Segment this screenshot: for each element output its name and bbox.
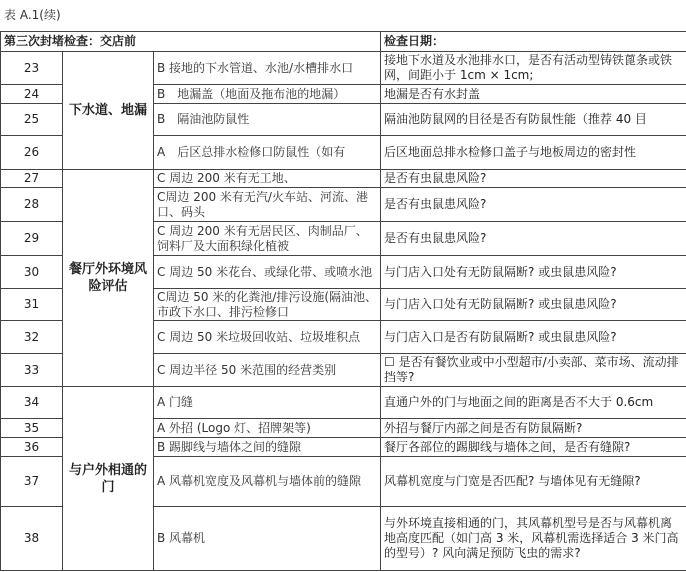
check-standard: 是否有虫鼠患风险? — [381, 170, 686, 188]
check-item: A 风幕机宽度及风幕机与墙体前的缝隙 — [154, 457, 381, 507]
check-item: B 风幕机 — [154, 507, 381, 571]
check-item: A 外招 (Logo 灯、招牌架等) — [154, 419, 381, 438]
row-number: 36 — [1, 438, 63, 457]
check-standard: 餐厅各部位的踢脚线与墙体之间，是否有缝隙? — [381, 438, 686, 457]
category-outdoor-doors: 与户外相通的门 — [63, 387, 154, 571]
row-number: 32 — [1, 321, 63, 354]
check-standard: 接地下水道及水池排水口，是否有活动型铸铁蓖条或铁网，间距小于 1cm × 1cm; — [381, 52, 686, 85]
check-standard: 地漏是否有水封盖 — [381, 85, 686, 104]
row-number: 28 — [1, 188, 63, 222]
table-row — [1, 387, 686, 419]
check-standard: 外招与餐厅内部之间是否有防鼠隔断? — [381, 419, 686, 438]
check-item: C 周边 50 米垃圾回收站、垃圾堆积点 — [154, 321, 381, 354]
check-item: B 地漏盖（地面及拖布池的地漏） — [154, 85, 381, 104]
check-item: A 后区总排水检修口防鼠性（如有 — [154, 136, 381, 170]
check-item: C周边 50 米的化粪池/排污设施(隔油池、市政下水口、排污检修口 — [154, 289, 381, 321]
header-inspection-stage: 第三次封堵检查：交店前 — [1, 32, 381, 52]
check-standard: 隔油池防鼠网的目径是否有防鼠性能（推荐 40 目 — [381, 104, 686, 136]
table-row — [1, 52, 686, 85]
table-caption: 表 A.1(续) — [4, 8, 61, 22]
row-number: 26 — [1, 136, 63, 170]
check-item: B 隔油池防鼠性 — [154, 104, 381, 136]
check-standard: 是否有虫鼠患风险? — [381, 222, 686, 256]
check-item: A 门缝 — [154, 387, 381, 419]
check-item: C周边 200 米有无汽/火车站、河流、港口、码头 — [154, 188, 381, 222]
row-number: 30 — [1, 256, 63, 289]
category-drain-floor: 下水道、地漏 — [63, 52, 154, 170]
row-number: 37 — [1, 457, 63, 507]
header-inspection-date: 检查日期： — [381, 32, 686, 52]
check-standard: ☐ 是否有餐饮业或中小型超市/小卖部、菜市场、流动排挡等? — [381, 354, 686, 387]
row-number: 25 — [1, 104, 63, 136]
row-number: 23 — [1, 52, 63, 85]
category-outdoor-environment: 餐厅外环境风险评估 — [63, 170, 154, 387]
row-number: 35 — [1, 419, 63, 438]
check-item: C 周边 50 米花台、或绿化带、或喷水池 — [154, 256, 381, 289]
row-number: 34 — [1, 387, 63, 419]
check-item: C 周边 200 米有无工地、 — [154, 170, 381, 188]
check-standard: 与外环境直接相通的门，其风幕机型号是否与风幕机离地高度匹配（如门高 3 米，风幕机需选择适合 3 米门高的型号）? 风向满足预防飞虫的需求? — [381, 507, 686, 571]
check-standard: 直通户外的门与地面之间的距离是否不大于 0.6cm — [381, 387, 686, 419]
check-standard: 后区地面总排水检修口盖子与地板周边的密封性 — [381, 136, 686, 170]
row-number: 31 — [1, 289, 63, 321]
check-standard: 风幕机宽度与门宽是否匹配? 与墙体见有无缝隙? — [381, 457, 686, 507]
row-number: 33 — [1, 354, 63, 387]
check-standard: 与门店入口处有无防鼠隔断? 或虫鼠患风险? — [381, 289, 686, 321]
row-number: 29 — [1, 222, 63, 256]
check-item: B 踢脚线与墙体之间的缝隙 — [154, 438, 381, 457]
table-row — [1, 170, 686, 188]
check-item: B 接地的下水管道、水池/水槽排水口 — [154, 52, 381, 85]
table-header-row — [1, 32, 686, 52]
check-item: C 周边半径 50 米范围的经营类别 — [154, 354, 381, 387]
row-number: 38 — [1, 507, 63, 571]
check-standard: 与门店入口处有无防鼠隔断? 或虫鼠患风险? — [381, 256, 686, 289]
row-number: 27 — [1, 170, 63, 188]
check-item: C 周边 200 米有无居民区、肉制品厂、饲料厂及大面积绿化植被 — [154, 222, 381, 256]
check-standard: 是否有虫鼠患风险? — [381, 188, 686, 222]
inspection-table — [0, 31, 686, 571]
row-number: 24 — [1, 85, 63, 104]
check-standard: 与门店入口是否有防鼠隔断? 或虫鼠患风险? — [381, 321, 686, 354]
